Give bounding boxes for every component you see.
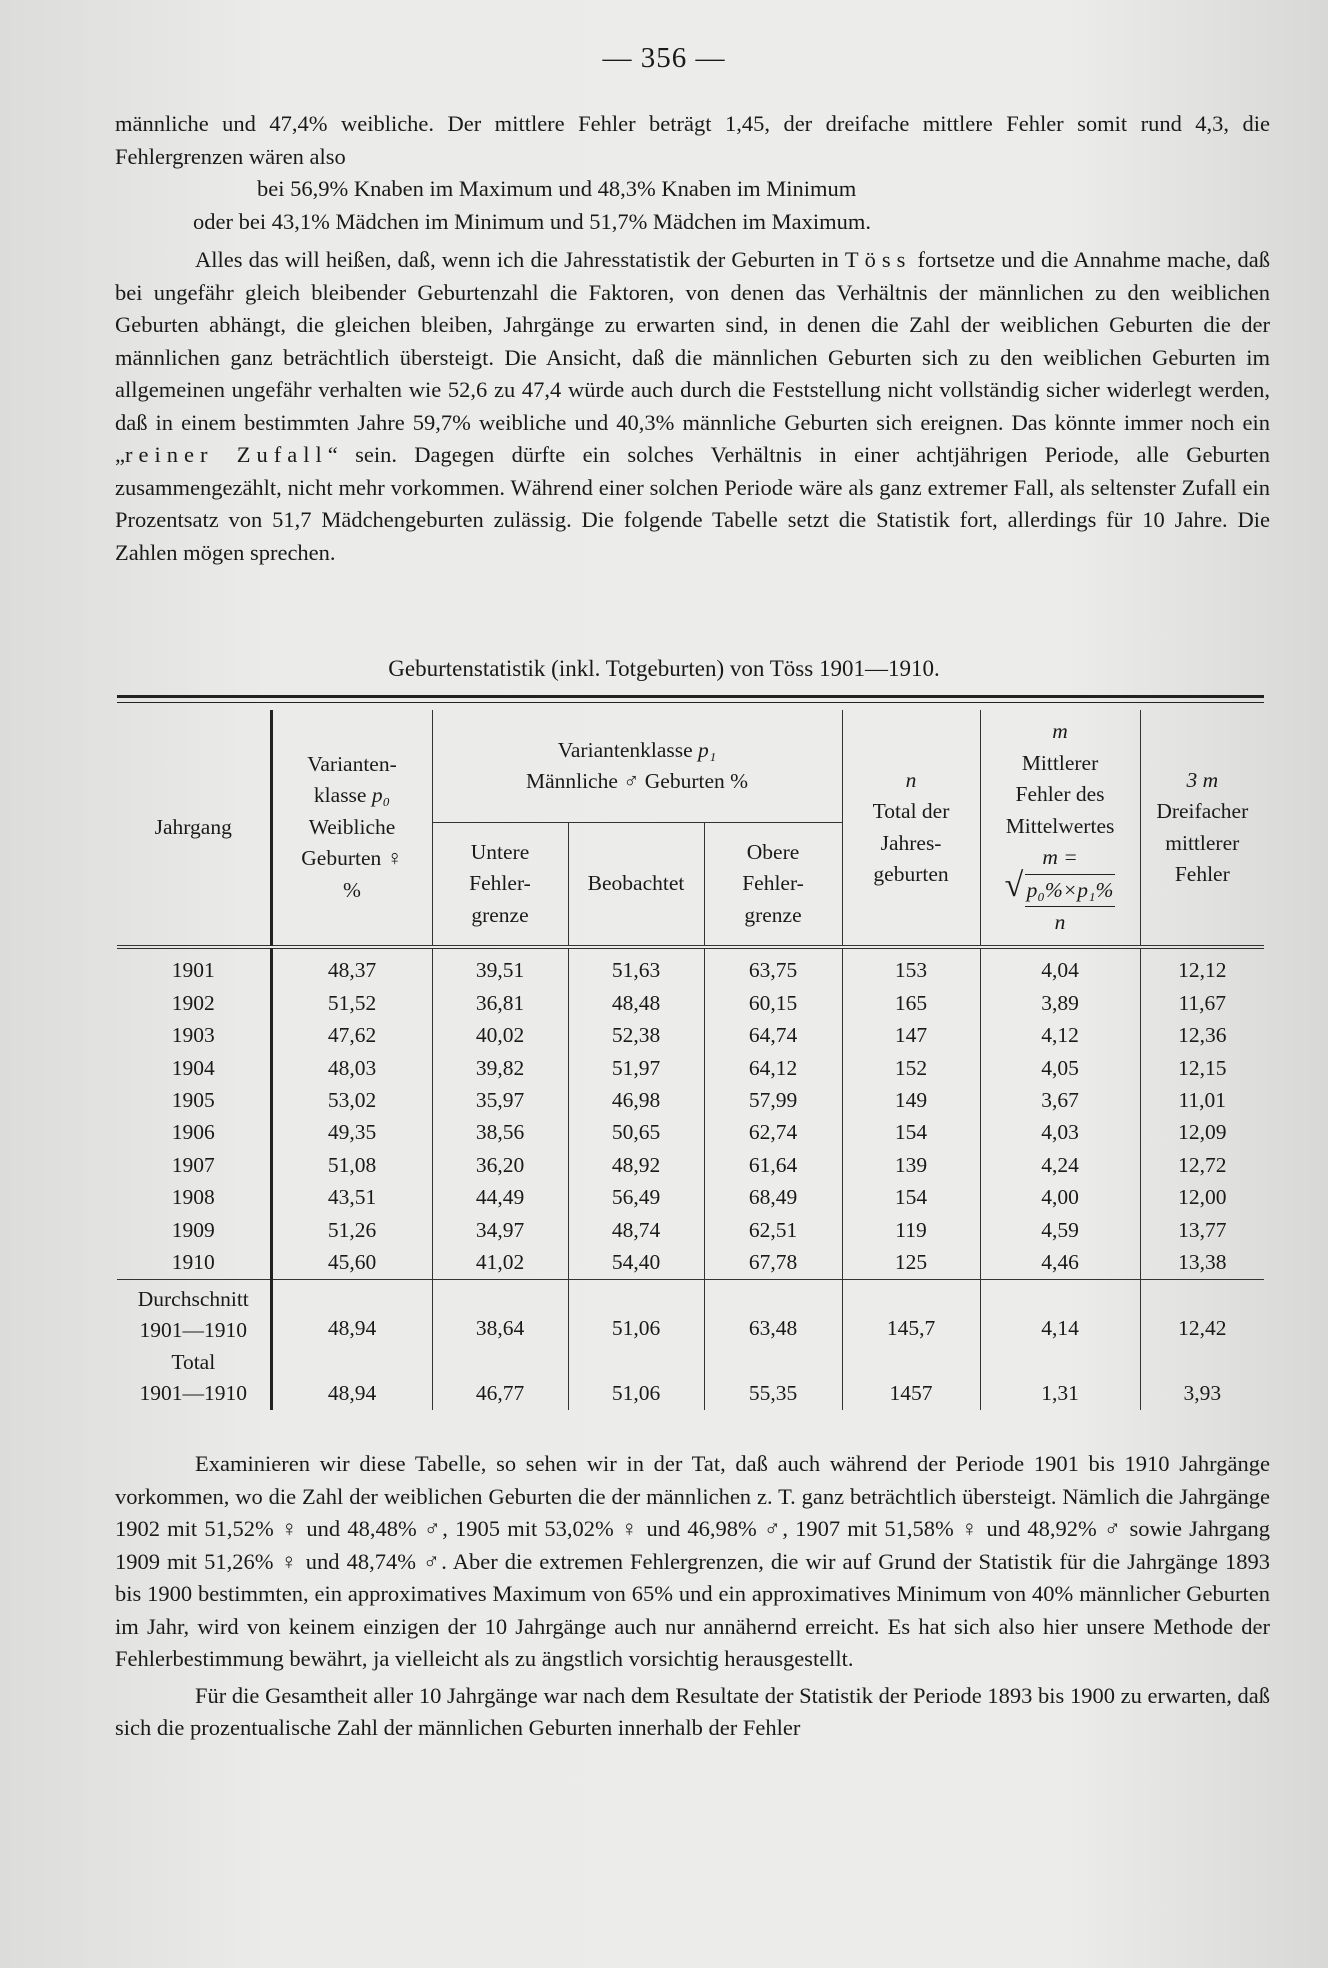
year-cell: 1907 bbox=[171, 1152, 215, 1177]
header-p1-symbol: p₁ bbox=[698, 737, 717, 762]
value-cell: 41,02 bbox=[432, 1247, 568, 1280]
value-cell: 11,01 bbox=[1140, 1085, 1264, 1117]
value-cell: 51,63 bbox=[568, 949, 704, 988]
value-cell: 64,12 bbox=[704, 1052, 842, 1084]
value-cell: 48,74 bbox=[568, 1214, 704, 1246]
value-cell: 48,92 bbox=[568, 1149, 704, 1181]
summary-row-total bbox=[117, 1347, 1264, 1410]
value-cell: 4,12 bbox=[980, 1020, 1140, 1052]
summary-total-value: 1457 bbox=[842, 1347, 980, 1410]
value-cell: 46,98 bbox=[568, 1085, 704, 1117]
paragraph-2 bbox=[115, 244, 1270, 569]
header-beobachtet: Beobachtet bbox=[568, 823, 704, 946]
table-row bbox=[117, 1149, 1264, 1181]
summary-total-label bbox=[117, 1347, 271, 1410]
value-cell: 36,20 bbox=[432, 1149, 568, 1181]
header-untere bbox=[432, 823, 568, 946]
header-3m-l2: mittlerer bbox=[1165, 830, 1240, 855]
table-row bbox=[117, 1182, 1264, 1214]
year-cell: 1904 bbox=[171, 1055, 215, 1080]
header-untere-l1: Untere bbox=[470, 839, 530, 864]
table-row bbox=[117, 1247, 1264, 1280]
summary-avg-value: 38,64 bbox=[432, 1279, 568, 1347]
header-m-formula bbox=[981, 866, 1140, 908]
summary-total-value: 51,06 bbox=[568, 1347, 704, 1410]
table-row bbox=[117, 987, 1264, 1019]
value-cell: 39,82 bbox=[432, 1052, 568, 1084]
summary-total-value: 1,31 bbox=[980, 1347, 1140, 1410]
value-cell: 40,02 bbox=[432, 1020, 568, 1052]
value-cell: 165 bbox=[842, 987, 980, 1019]
value-cell: 13,77 bbox=[1140, 1214, 1264, 1246]
value-cell: 12,15 bbox=[1140, 1052, 1264, 1084]
header-3m bbox=[1140, 710, 1264, 946]
radical-sign: √ bbox=[1004, 866, 1024, 904]
spaced-toess: Töss bbox=[844, 247, 912, 272]
header-p0-l2-text: klasse bbox=[313, 783, 372, 808]
header-row-1 bbox=[117, 710, 1264, 823]
value-cell: 4,04 bbox=[980, 949, 1140, 988]
table-summary-body bbox=[117, 1279, 1264, 1410]
summary-total-value: 3,93 bbox=[1140, 1347, 1264, 1410]
body-text-bottom bbox=[115, 1448, 1270, 1745]
header-p1-l2: Männliche ♂ Geburten % bbox=[525, 769, 749, 793]
table-row bbox=[117, 1214, 1264, 1246]
value-cell: 53,02 bbox=[271, 1085, 432, 1117]
value-cell: 50,65 bbox=[568, 1117, 704, 1149]
value-cell: 54,40 bbox=[568, 1247, 704, 1280]
header-jahrgang-label: Jahrgang bbox=[154, 814, 232, 839]
table-caption: Geburtenstatistik (inkl. Totgeburten) von Töss 1901—1910. bbox=[388, 656, 940, 681]
header-n-l3: geburten bbox=[873, 862, 949, 886]
value-cell: 63,75 bbox=[704, 949, 842, 988]
table-row bbox=[117, 1085, 1264, 1117]
value-cell: 13,38 bbox=[1140, 1247, 1264, 1280]
header-m-l3: Mittelwertes bbox=[1005, 813, 1115, 838]
value-cell: 147 bbox=[842, 1020, 980, 1052]
table-row bbox=[117, 1052, 1264, 1084]
value-cell: 43,51 bbox=[271, 1182, 432, 1214]
value-cell: 12,00 bbox=[1140, 1182, 1264, 1214]
year-cell: 1902 bbox=[171, 990, 215, 1015]
header-untere-l2: Fehler- bbox=[469, 871, 531, 896]
header-jahrgang bbox=[117, 710, 271, 946]
header-p0-l5: % bbox=[343, 877, 361, 902]
spaced-reiner-zufall: reiner Zufall bbox=[125, 442, 328, 467]
value-cell: 34,97 bbox=[432, 1214, 568, 1246]
header-p1-l1 bbox=[433, 735, 842, 767]
formula-denominator: n bbox=[1054, 910, 1066, 935]
header-n bbox=[842, 710, 980, 946]
value-cell: 64,74 bbox=[704, 1020, 842, 1052]
header-obere-l1: Obere bbox=[746, 839, 800, 864]
table-row bbox=[117, 1020, 1264, 1052]
value-cell: 47,62 bbox=[271, 1020, 432, 1052]
header-3m-symbol: 3 m bbox=[1186, 767, 1219, 792]
header-3m-l1: Dreifacher bbox=[1156, 799, 1249, 823]
value-cell: 4,59 bbox=[980, 1214, 1140, 1246]
header-n-symbol: n bbox=[905, 767, 917, 792]
header-n-l2: Jahres- bbox=[880, 830, 942, 855]
value-cell: 51,52 bbox=[271, 987, 432, 1019]
value-cell: 45,60 bbox=[271, 1247, 432, 1280]
value-cell: 4,03 bbox=[980, 1117, 1140, 1149]
formula-numerator: p₀%×p₁% bbox=[1025, 874, 1116, 908]
value-cell: 48,37 bbox=[271, 949, 432, 988]
summary-total-value: 46,77 bbox=[432, 1347, 568, 1410]
value-cell: 35,97 bbox=[432, 1085, 568, 1117]
value-cell: 48,03 bbox=[271, 1052, 432, 1084]
value-cell: 49,35 bbox=[271, 1117, 432, 1149]
value-cell: 48,48 bbox=[568, 987, 704, 1019]
year-cell: 1905 bbox=[171, 1088, 215, 1112]
header-p0-l4: Geburten ♀ bbox=[301, 846, 403, 871]
value-cell: 51,97 bbox=[568, 1052, 704, 1084]
summary-total-label-1: Total bbox=[171, 1349, 216, 1374]
paragraph-3: Examinieren wir diese Tabelle, so sehen wir in der Tat, daß auch während der Periode 1901 bis 1910 Jahrgänge vorkommen, wo die Zahl der weiblichen Geburten die der männlichen z. T. ganz beträchtlich übersteigt. Nämlich die Jahrgänge 1902 mit 51,52% ♀ und 48,48% ♂, 1905 mit 53,02% ♀ und 46,98% ♂, 1907 mit 51,58% ♀ und 48,92% ♂ sowie Jahrgang 1909 mit 51,26% ♀ und 48,74% ♂. Aber die extremen Fehlergrenzen, die wir auf Grund der Statistik für die Jahrgänge 1893 bis 1900 bestimmten, ein approximatives Maximum von 65% und ein approximatives Minimum von 40% männlicher Geburten im Jahr, wird von keinem einzigen der 10 Jahrgänge auch nur annähernd erreicht. Es hat sich also hier unsere Methode der Fehlerbestimmung bewährt, ja vielleicht als zu ängstlich vorsichtig herausgestellt. bbox=[115, 1451, 1270, 1671]
header-p0 bbox=[271, 710, 432, 946]
header-p0-l3: Weibliche bbox=[308, 814, 396, 839]
year-cell: 1909 bbox=[171, 1217, 215, 1242]
summary-avg-value: 12,42 bbox=[1140, 1279, 1264, 1347]
summary-row-avg bbox=[117, 1279, 1264, 1347]
summary-avg-value: 51,06 bbox=[568, 1279, 704, 1347]
paragraph-2-part-c: “ sein. Dagegen dürfte ein solches Verhältnis in einer achtjährigen Periode, alle Geburten zusammengezählt, nicht mehr vorkommen. Während einer solchen Periode wäre als ganz extremer Fall, als seltenster Zufall ein Prozentsatz von 51,7 Mädchengeburten zulässig. Die folgende Tabelle setzt die Statistik fort, allerdings für 10 Jahre. Die Zahlen mögen sprechen. bbox=[115, 442, 1270, 565]
value-cell: 56,49 bbox=[568, 1182, 704, 1214]
value-cell: 39,51 bbox=[432, 949, 568, 988]
value-cell: 139 bbox=[842, 1149, 980, 1181]
summary-avg-label-1: Durchschnitt bbox=[137, 1286, 249, 1311]
value-cell: 12,09 bbox=[1140, 1117, 1264, 1149]
value-cell: 153 bbox=[842, 949, 980, 988]
value-cell: 67,78 bbox=[704, 1247, 842, 1280]
year-cell: 1903 bbox=[171, 1023, 215, 1048]
paragraph-4: Für die Gesamtheit aller 10 Jahrgänge war nach dem Resultate der Statistik der Periode 1893 bis 1900 zu erwarten, daß sich die prozentualische Zahl der männlichen Geburten innerhalb der Fehler bbox=[115, 1682, 1270, 1740]
header-p0-symbol: p₀ bbox=[371, 783, 391, 808]
summary-avg-label bbox=[117, 1279, 271, 1347]
paragraph-1: männliche und 47,4% weibliche. Der mittlere Fehler beträgt 1,45, der dreifache mittlere Fehler somit rund 4,3, die Fehlergrenzen wären also bbox=[115, 111, 1270, 169]
value-cell: 36,81 bbox=[432, 987, 568, 1019]
table-rule-top bbox=[117, 695, 1264, 698]
value-cell: 152 bbox=[842, 1052, 980, 1084]
value-cell: 62,74 bbox=[704, 1117, 842, 1149]
value-cell: 44,49 bbox=[432, 1182, 568, 1214]
summary-avg-value: 145,7 bbox=[842, 1279, 980, 1347]
summary-avg-value: 4,14 bbox=[980, 1279, 1140, 1347]
value-cell: 119 bbox=[842, 1214, 980, 1246]
summary-avg-value: 48,94 bbox=[271, 1279, 432, 1347]
value-cell: 154 bbox=[842, 1182, 980, 1214]
value-cell: 125 bbox=[842, 1247, 980, 1280]
birth-statistics-table bbox=[117, 710, 1264, 1410]
value-cell: 57,99 bbox=[704, 1085, 842, 1117]
value-cell: 61,64 bbox=[704, 1149, 842, 1181]
paragraph-1-line-girls: oder bei 43,1% Mädchen im Minimum und 51,7% Mädchen im Maximum. bbox=[193, 208, 872, 234]
value-cell: 4,46 bbox=[980, 1247, 1140, 1280]
header-p0-l1: Varianten- bbox=[307, 751, 397, 776]
header-obere bbox=[704, 823, 842, 946]
paragraph-1-line-boys: bei 56,9% Knaben im Maximum und 48,3% Knaben im Minimum bbox=[257, 176, 857, 201]
table-row bbox=[117, 1117, 1264, 1149]
body-text-top bbox=[115, 108, 1270, 569]
value-cell: 4,00 bbox=[980, 1182, 1140, 1214]
value-cell: 154 bbox=[842, 1117, 980, 1149]
header-m-symbol: m bbox=[1052, 719, 1068, 744]
value-cell: 4,05 bbox=[980, 1052, 1140, 1084]
value-cell: 3,67 bbox=[980, 1085, 1140, 1117]
header-obere-l2: Fehler- bbox=[742, 871, 804, 896]
value-cell: 11,67 bbox=[1140, 987, 1264, 1019]
value-cell: 3,89 bbox=[980, 987, 1140, 1019]
value-cell: 60,15 bbox=[704, 987, 842, 1019]
value-cell: 12,12 bbox=[1140, 949, 1264, 988]
summary-total-value: 48,94 bbox=[271, 1347, 432, 1410]
value-cell: 52,38 bbox=[568, 1020, 704, 1052]
header-p1 bbox=[432, 710, 842, 823]
sqrt-formula bbox=[1004, 866, 1116, 908]
value-cell: 12,36 bbox=[1140, 1020, 1264, 1052]
value-cell: 68,49 bbox=[704, 1182, 842, 1214]
summary-avg-label-2: 1901—1910 bbox=[139, 1318, 247, 1343]
value-cell: 51,26 bbox=[271, 1214, 432, 1246]
value-cell: 51,08 bbox=[271, 1149, 432, 1181]
value-cell: 4,24 bbox=[980, 1149, 1140, 1181]
table-rule-top-thin bbox=[117, 702, 1264, 703]
value-cell: 149 bbox=[842, 1085, 980, 1117]
header-m bbox=[980, 710, 1140, 946]
year-cell: 1906 bbox=[171, 1120, 215, 1145]
page-number: — 356 — bbox=[602, 42, 726, 74]
table-row bbox=[117, 949, 1264, 988]
year-cell: 1908 bbox=[171, 1185, 215, 1210]
paragraph-2-part-b: fortsetze und die Annahme mache, daß bei ungefähr gleich bleibender Geburtenzahl die Faktoren, von denen das Verhältnis der männlichen zu den weiblichen Geburten abhängt, die gleichen bleiben, Jahrgänge zu erwarten sind, in denen die Zahl der weiblichen Geburten die der männlichen ganz beträchtlich übersteigt. Die Ansicht, daß die männlichen Geburten sich zu den weiblichen Geburten im allgemeinen ungefähr verhalten wie 52,6 zu 47,4 würde auch durch die Feststellung nicht vollständig sicher widerlegt werden, daß in einem bestimmten Jahre 59,7% weibliche und 40,3% männliche Geburten sich ereignen. Das könnte immer noch ein „ bbox=[115, 247, 1271, 467]
paragraph-2-part-a: Alles das will heißen, daß, wenn ich die Jahresstatistik der Geburten in bbox=[195, 247, 845, 272]
year-cell: 1901 bbox=[171, 958, 215, 983]
header-p1-l1-text: Variantenklasse bbox=[557, 737, 699, 762]
header-m-l2: Fehler des bbox=[1015, 782, 1105, 807]
header-3m-l3: Fehler bbox=[1174, 862, 1230, 886]
header-n-l1: Total der bbox=[872, 799, 950, 823]
table-data-body bbox=[117, 949, 1264, 1280]
summary-avg-value: 63,48 bbox=[704, 1279, 842, 1347]
value-cell: 12,72 bbox=[1140, 1149, 1264, 1181]
summary-total-label-2: 1901—1910 bbox=[139, 1381, 247, 1406]
header-m-eq: m = bbox=[1042, 845, 1078, 870]
header-m-l1: Mittlerer bbox=[1021, 750, 1099, 775]
header-obere-l3: grenze bbox=[744, 902, 802, 927]
header-p0-l2 bbox=[273, 780, 432, 812]
summary-total-value: 55,35 bbox=[704, 1347, 842, 1410]
value-cell: 62,51 bbox=[704, 1214, 842, 1246]
header-untere-l3: grenze bbox=[471, 902, 529, 927]
value-cell: 38,56 bbox=[432, 1117, 568, 1149]
year-cell: 1910 bbox=[171, 1249, 215, 1274]
